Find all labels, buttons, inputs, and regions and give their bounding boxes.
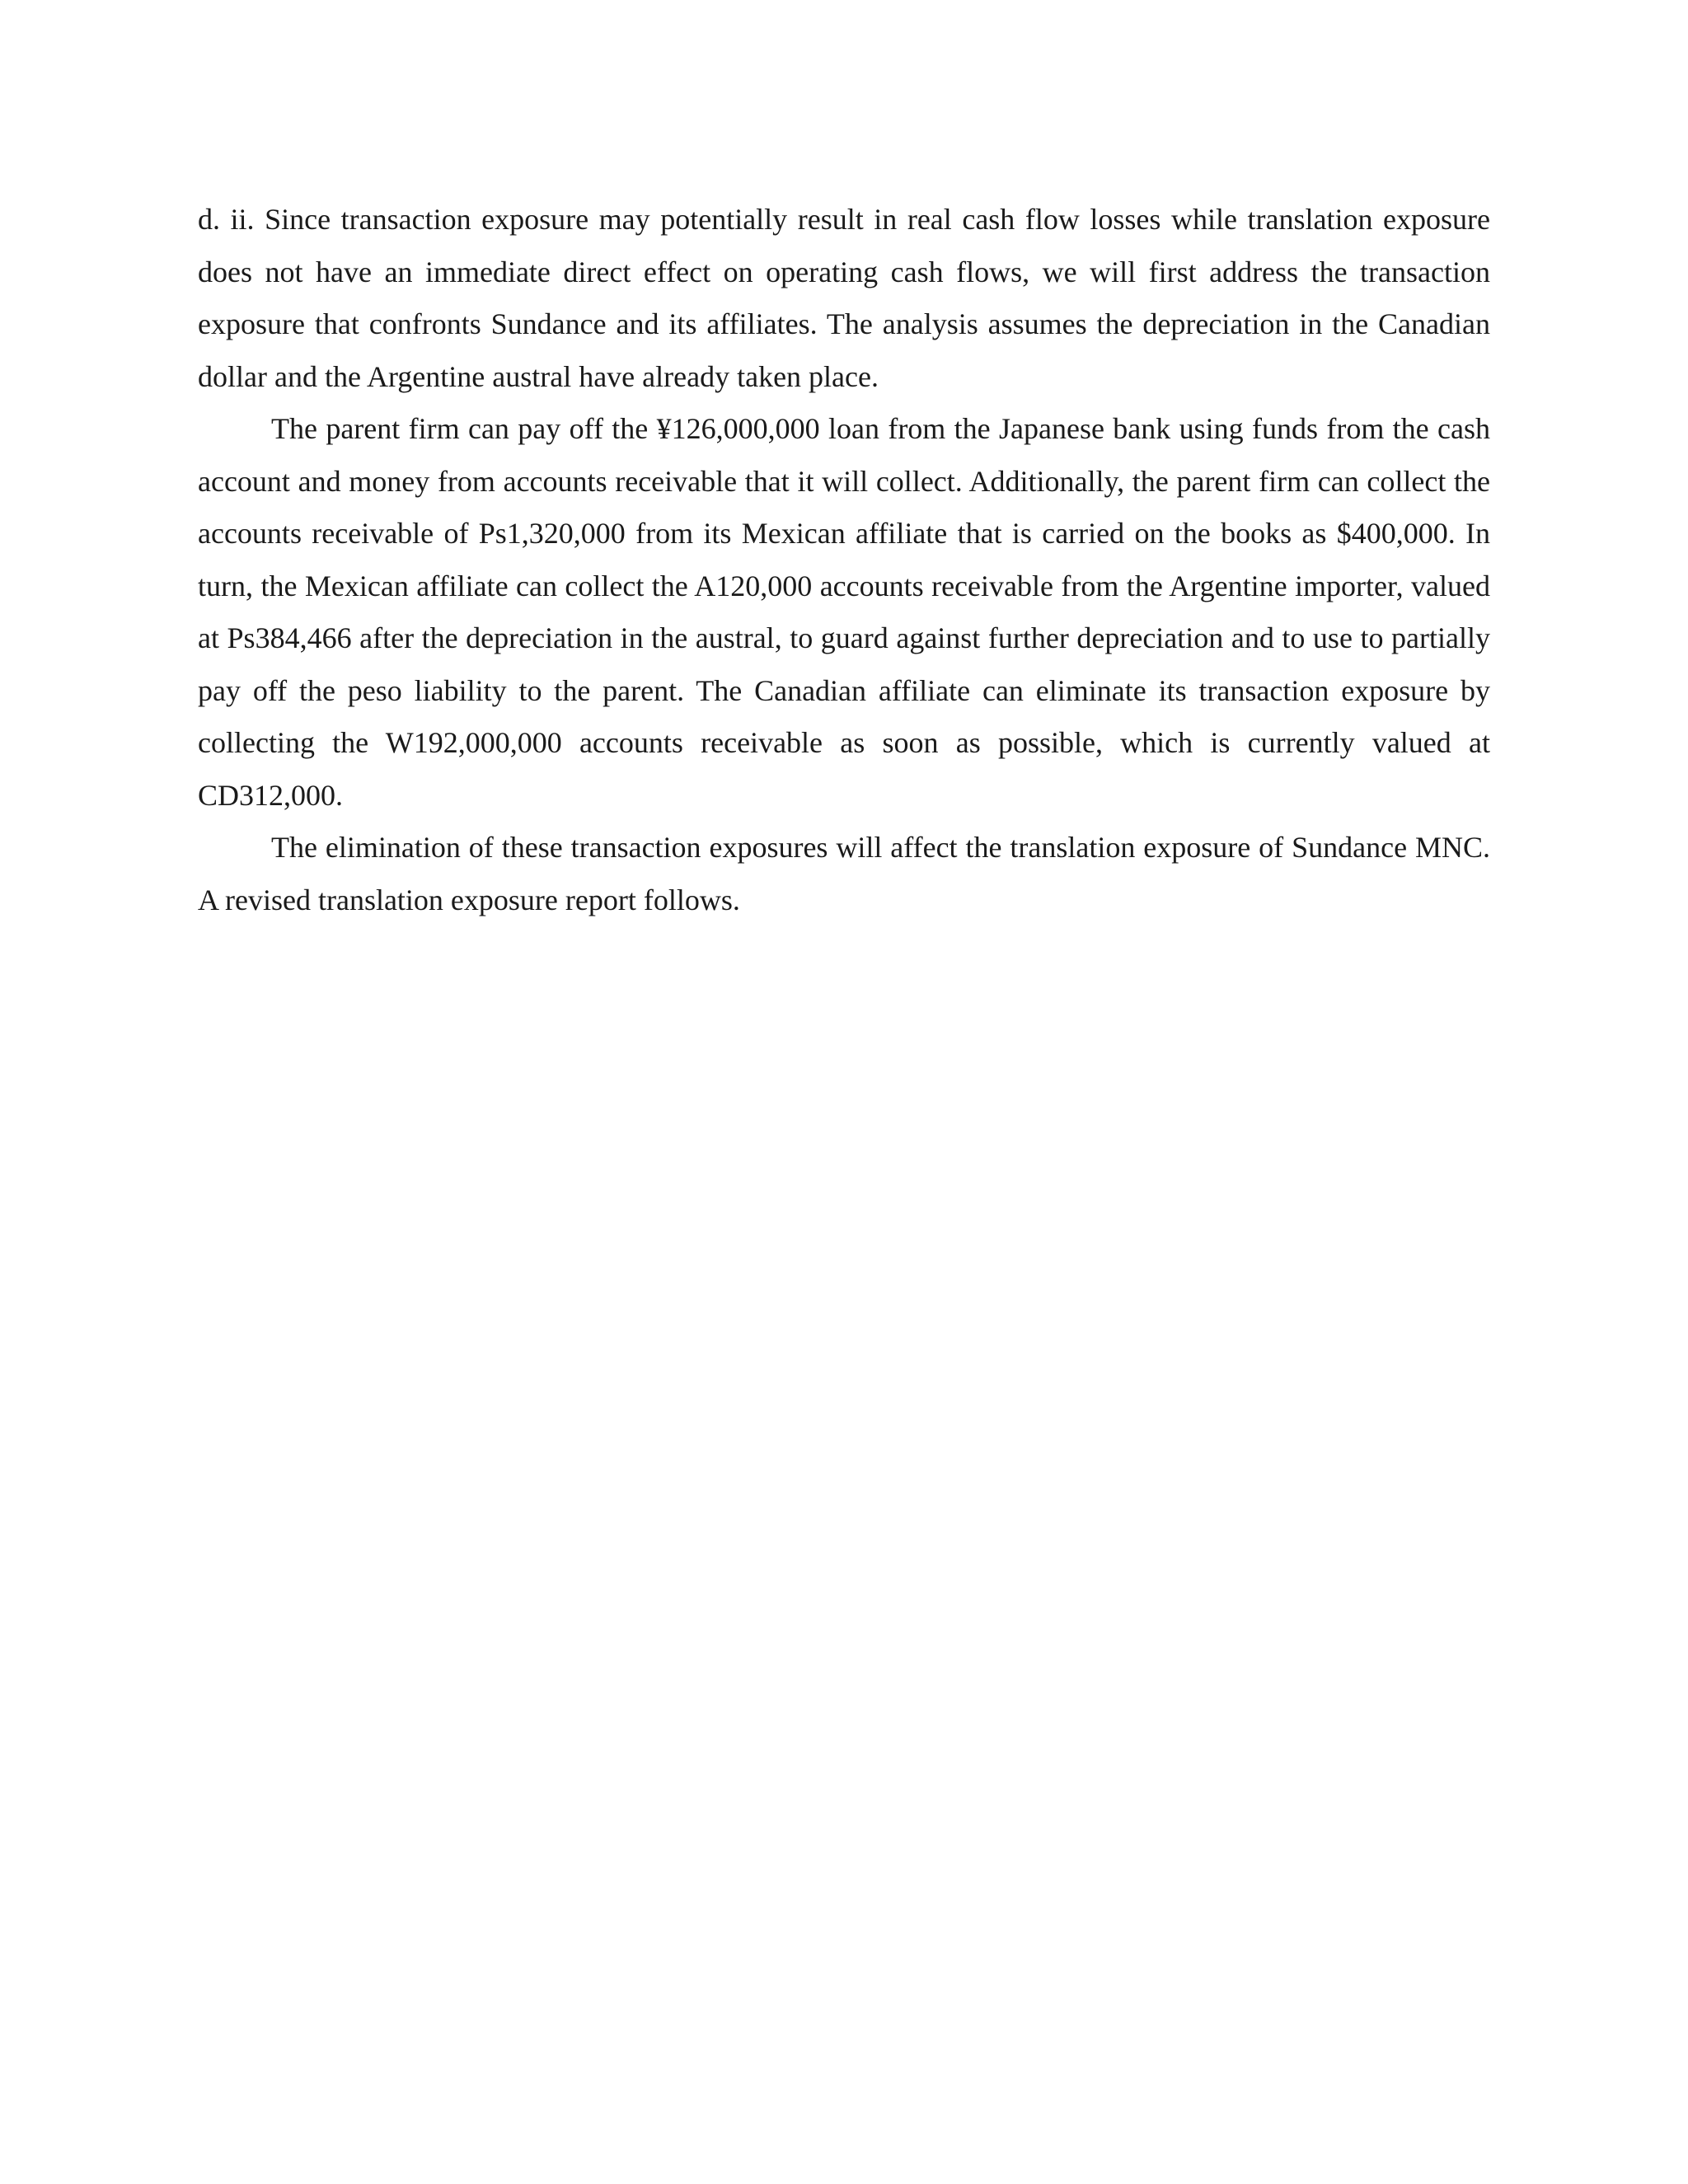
paragraph-elimination: The elimination of these transaction exposures will affect the translation exposure of Sundance MNC. A revised translation exposure report follows. bbox=[198, 831, 1490, 916]
paragraph-parent-firm: The parent firm can pay off the ¥126,000,000 loan from the Japanese bank using funds from the cash account and money from accounts receivable that it will collect. Additionally, the parent firm can collect the accounts receivable of Ps1,320,000 from its Mexican affiliate that is carried on the books as $400,000. In turn, the Mexican affiliate can collect the A120,000 accounts receivable from the Argentine importer, valued at Ps384,466 after the depreciation in the austral, to guard against further depreciation and to use to partially pay off the peso liability to the parent. The Canadian affiliate can eliminate its transaction exposure by collecting the W192,000,000 accounts receivable as soon as possible, which is currently valued at CD312,000. bbox=[198, 412, 1490, 812]
paragraph-intro: d. ii. Since transaction exposure may potentially result in real cash flow losses while translation exposure does not have an immediate direct effect on operating cash flows, we will first address the transaction exposure that confronts Sundance and its affiliates. The analysis assumes the depreciation in the Canadian dollar and the Argentine austral have already taken place. bbox=[198, 203, 1490, 393]
document-page bbox=[198, 194, 1490, 926]
